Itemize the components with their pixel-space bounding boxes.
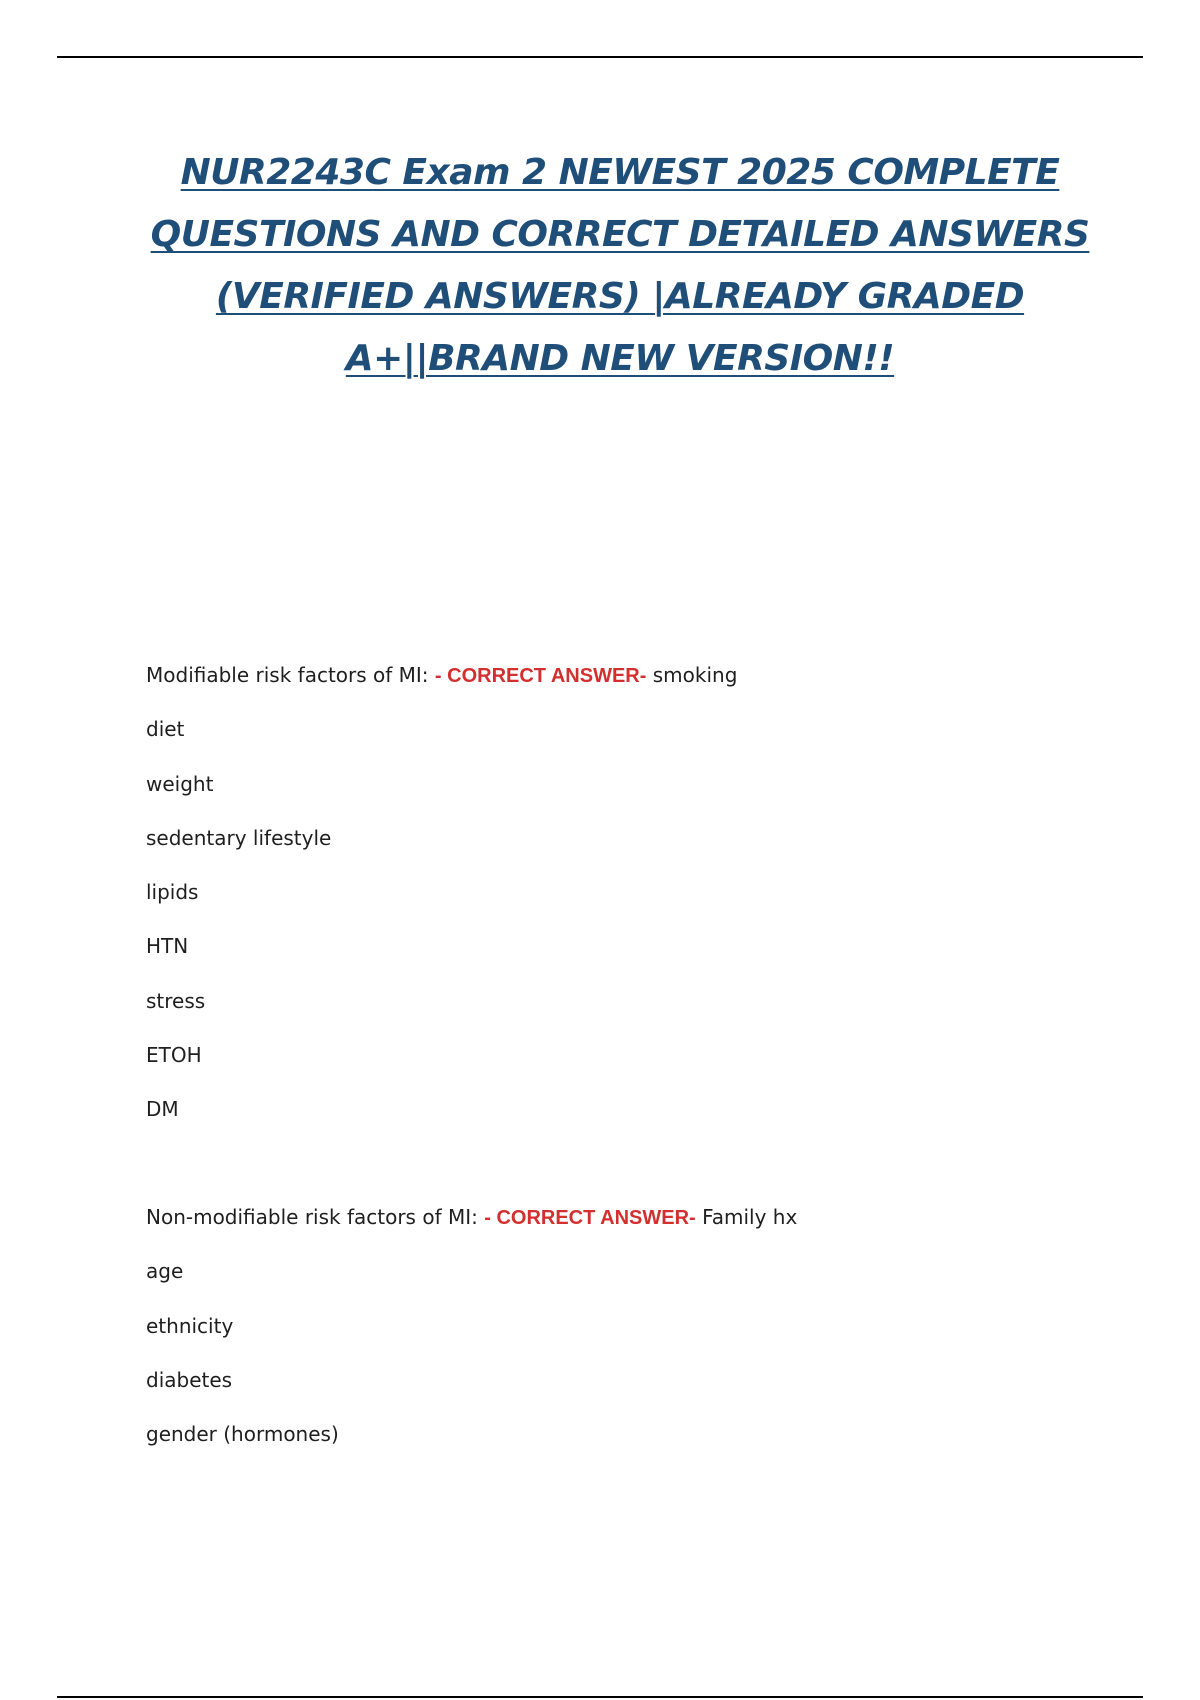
question-line: [146, 1200, 1146, 1254]
correct-answer-marker: - CORRECT ANSWER-: [434, 665, 647, 687]
title-line: A+||BRAND NEW VERSION!!: [345, 338, 895, 379]
bottom-rule: [57, 1696, 1143, 1698]
top-rule: [57, 56, 1143, 58]
answer-item: HTN: [146, 934, 189, 959]
question-text: Modifiable risk factors of MI:: [146, 663, 429, 687]
answer-item: ETOH: [146, 1043, 202, 1068]
answer-item: diet: [146, 717, 185, 742]
answer-item: diabetes: [146, 1367, 233, 1392]
title-line: (VERIFIED ANSWERS) |ALREADY GRADED: [215, 276, 1025, 317]
document-title: [140, 142, 1100, 390]
answer-item: weight: [146, 771, 214, 796]
question-block-non-modifiable: [146, 1200, 1146, 1471]
answer-text: Family hx: [702, 1205, 798, 1229]
correct-answer-marker: - CORRECT ANSWER-: [484, 1207, 696, 1229]
question-line: [146, 658, 1146, 712]
answer-item: stress: [146, 988, 206, 1013]
answer-text: smoking: [652, 663, 738, 687]
answer-item: sedentary lifestyle: [146, 825, 332, 850]
answer-item: lipids: [146, 880, 199, 905]
answer-item: DM: [146, 1097, 179, 1122]
title-line: NUR2243C Exam 2 NEWEST 2025 COMPLETE: [180, 152, 1060, 193]
title-line: QUESTIONS AND CORRECT DETAILED ANSWERS: [150, 214, 1090, 255]
question-text: Non-modifiable risk factors of MI:: [146, 1205, 478, 1229]
question-block-modifiable: [146, 658, 1146, 1147]
answer-item: gender (hormones): [146, 1422, 339, 1447]
answer-item: age: [146, 1259, 184, 1284]
answer-item: ethnicity: [146, 1313, 234, 1338]
